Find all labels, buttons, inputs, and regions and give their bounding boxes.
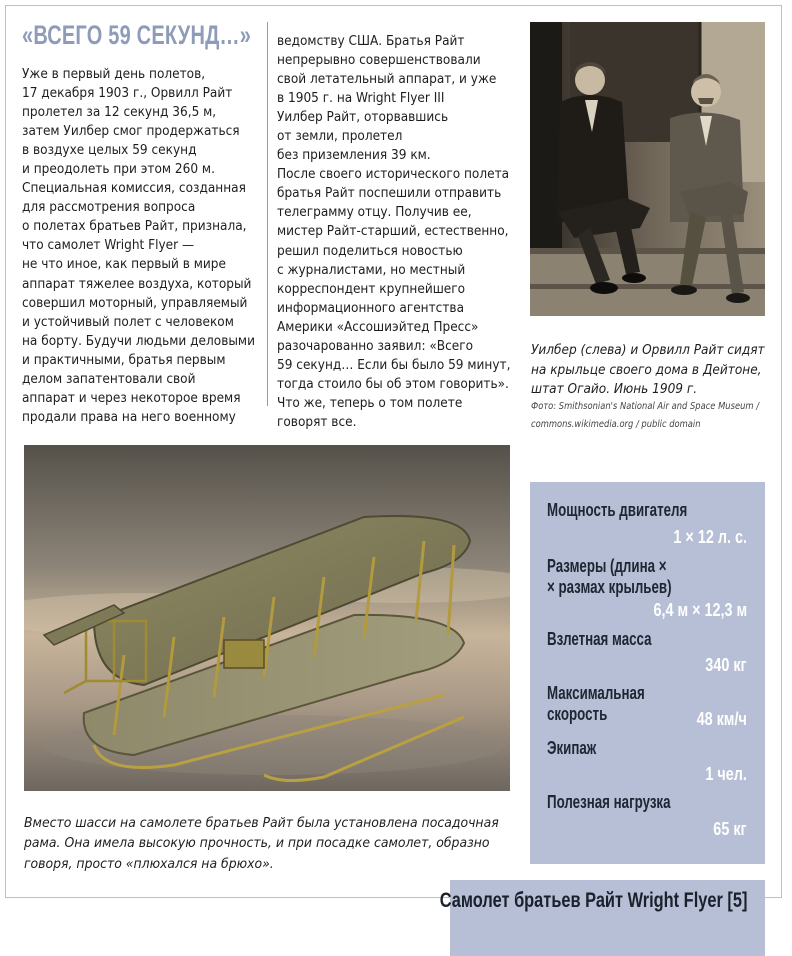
spec-value-payload: 65 кг: [713, 819, 747, 839]
section-title-bar: [439, 880, 765, 956]
render-caption: Вместо шасси на самолете братьев Райт была установлена посадочная рама. Она имела высокую прочность, и при посадке самолет, образно говоря, просто «плюхался на брюхо».: [24, 816, 499, 872]
article-column-1: Уже в первый день полетов, 17 декабря 1903 г., Орвилл Райт пролетел за 12 секунд 36,5 м, затем Уилбер смог продержаться в воздухе целых 59 секунд и преодолеть при этом 260 м. Специальная комиссия, созданная для рассмотрения вопроса о полетах братьев Райт, признала, что самолет Wright Flyer — не что иное, как первый в мире аппарат тяжелее воздуха, который совершил моторный, управляемый и устойчивый полет с человеком на борту. Будучи людьми деловыми и практичными, братья первым делом запатентовали свой аппарат и через некоторое время продали права на него военному: [22, 67, 255, 425]
spec-label-dimensions: Размеры (длина × × размах крыльев): [547, 556, 672, 597]
specs-panel: [530, 482, 765, 864]
article-column-2: ведомству США. Братья Райт непрерывно совершенствовали свой летательный аппарат, и уже в 1905 г. на Wright Flyer III Уилбер Райт, оторвавшись от земли, пролетел без приземления 39 км. После своего исторического полета братья Райт поспешили отправить телеграмму отцу. Получив ее, мистер Райт-старший, естественно, решил поделиться новостью с журналистами, но местный корреспондент крупнейшего информационного агентства Америки «Ассошиэйтед Пресс» разочарованно заявил: «Всего 59 секунд… Если бы было 59 минут, тогда стоило бы об этом говорить». Что же, теперь о том полете говорят все.: [277, 34, 511, 430]
spec-label-payload: Полезная нагрузка: [547, 792, 671, 812]
wright-brothers-photo: [530, 22, 765, 316]
wright-flyer-render: [24, 445, 510, 791]
spec-value-dimensions: 6,4 м × 12,3 м: [653, 600, 747, 620]
spec-value-max-speed: 48 км/ч: [696, 709, 747, 729]
spec-label-max-speed: Максимальная скорость: [547, 683, 645, 724]
spec-value-crew: 1 чел.: [705, 764, 747, 784]
photo-caption: Уилбер (слева) и Орвилл Райт сидят на крыльце своего дома в Дейтоне, штат Огайо. Июнь 1909 г.: [531, 343, 765, 397]
spec-value-engine-power: 1 × 12 л. с.: [673, 527, 747, 547]
column-divider: [267, 22, 268, 406]
spec-label-engine-power: Мощность двигателя: [547, 500, 688, 520]
spec-label-crew: Экипаж: [547, 738, 597, 758]
spec-value-takeoff-weight: 340 кг: [705, 655, 747, 675]
photo-credit: Фото: Smithsonian's National Air and Space Museum / commons.wikimedia.org / public domain: [531, 401, 760, 430]
spec-label-takeoff-weight: Взлетная масса: [547, 629, 652, 649]
wright-brothers-photo-illustration: [530, 22, 765, 316]
section-title: Самолет братьев Райт Wright Flyer [5]: [439, 889, 747, 912]
article-heading: «ВСЕГО 59 СЕКУНД…»: [22, 20, 252, 50]
wright-flyer-illustration: [24, 445, 510, 791]
